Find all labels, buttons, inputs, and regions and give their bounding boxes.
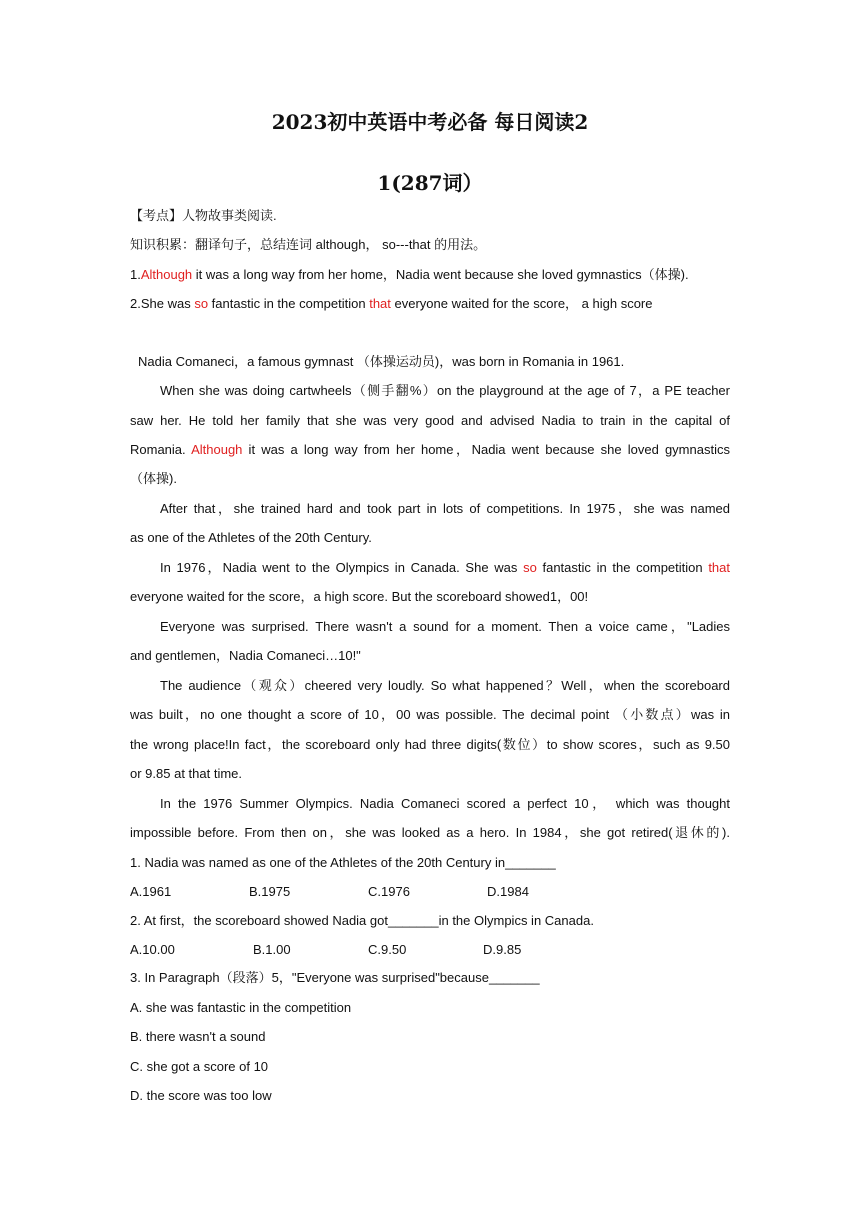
passage-p5-line2: and gentlemen，Nadia Comaneci…10!": [130, 648, 361, 663]
passage-p4-line2: everyone waited for the score，a high score. But the scoreboard showed1，00!: [130, 589, 589, 604]
example-2-rest: everyone waited for the score， a high score: [390, 296, 653, 311]
passage-p6-line4: or 9.85 at that time.: [130, 766, 243, 781]
passage-p2-line1: When she was doing cartwheels（侧手翻%）on the playground at the age of 7，a PE teacher: [160, 383, 730, 398]
q3-option-b: B. there wasn't a sound: [130, 1029, 266, 1044]
q2-option-c: C.9.50: [368, 942, 407, 957]
passage-p6-line1: The audience（观众）cheered very loudly. So what happened？Well，when the scoreboard: [160, 678, 730, 693]
q3-option-d: D. the score was too low: [130, 1088, 272, 1103]
passage-p7-line2: impossible before. From then on，she was looked as a hero. In 1984，she got retired(退休的).: [130, 825, 730, 840]
passage-p2-line3-pre: Romania.: [130, 442, 192, 457]
passage-p3-line2: as one of the Athletes of the 20th Century.: [130, 530, 372, 545]
knowledge-line: 知识积累：翻译句子，总结连词 although， so---that 的用法。: [130, 237, 487, 252]
passage-p4-mid: fantastic in the competition: [536, 560, 709, 575]
keyword-so: so: [523, 560, 537, 575]
passage-p5-line1: Everyone was surprised. There wasn't a sound for a moment. Then a voice came，"Ladies: [160, 619, 730, 634]
passage-p7-line1: In the 1976 Summer Olympics. Nadia Comaneci scored a perfect 10， which was thought: [160, 796, 730, 811]
q1-option-a: A.1961: [130, 884, 172, 899]
example-sentence-2: [130, 294, 730, 314]
q1-option-b: B.1975: [249, 884, 291, 899]
keyword-although: Although: [140, 267, 193, 282]
example-1-prefix: 1.: [130, 267, 141, 282]
passage-p2-line3-rest: it was a long way from her home，Nadia went because she loved gymnastics: [242, 442, 730, 457]
example-sentence-1: [130, 265, 730, 285]
keyword-that: that: [708, 560, 730, 575]
q2-option-a: A.10.00: [130, 942, 175, 957]
question-2: 2. At first，the scoreboard showed Nadia got_______in the Olympics in Canada.: [130, 913, 594, 928]
keyword-so: so: [194, 296, 209, 311]
example-2-mid: fantastic in the competition: [208, 296, 370, 311]
keyword-although: Although: [191, 442, 243, 457]
passage-p1: Nadia Comaneci，a famous gymnast （体操运动员)，was born in Romania in 1961.: [138, 354, 625, 369]
passage-p4-pre: In 1976，Nadia went to the Olympics in Canada. She was: [160, 560, 524, 575]
question-3: 3. In Paragraph（段落）5，"Everyone was surprised"because_______: [130, 970, 540, 985]
kaodian-line: 【考点】人物故事类阅读.: [130, 208, 277, 223]
keyword-that: that: [369, 296, 391, 311]
passage-p2-line3: [130, 440, 730, 460]
q2-option-d: D.9.85: [483, 942, 522, 957]
passage-p6-line2: was built，no one thought a score of 10，00 was possible. The decimal point （小数点）was in: [130, 707, 730, 722]
q1-option-d: D.1984: [487, 884, 529, 899]
q2-option-b: B.1.00: [253, 942, 291, 957]
passage-p3-line1: After that，she trained hard and took part in lots of competitions. In 1975，she was named: [160, 501, 730, 516]
example-2-prefix: 2.She was: [130, 296, 195, 311]
example-1-rest: it was a long way from her home，Nadia went because she loved gymnastics（体操).: [192, 267, 689, 282]
passage-p4-line1: [160, 558, 730, 578]
document-subtitle: 1(287词）: [377, 171, 483, 195]
document-title: 2023初中英语中考必备 每日阅读2: [271, 110, 589, 134]
passage-p2-line4: （体操).: [130, 471, 177, 486]
passage-p2-line2: saw her. He told her family that she was very good and advised Nadia to train in the capital of: [130, 413, 730, 428]
q3-option-a: A. she was fantastic in the competition: [130, 1000, 352, 1015]
passage-p6-line3: the wrong place!In fact，the scoreboard only had three digits(数位）to show scores，such as 9.50: [130, 737, 730, 752]
q3-option-c: C. she got a score of 10: [130, 1059, 269, 1074]
question-1: 1. Nadia was named as one of the Athletes of the 20th Century in_______: [130, 855, 556, 870]
q1-option-c: C.1976: [368, 884, 410, 899]
